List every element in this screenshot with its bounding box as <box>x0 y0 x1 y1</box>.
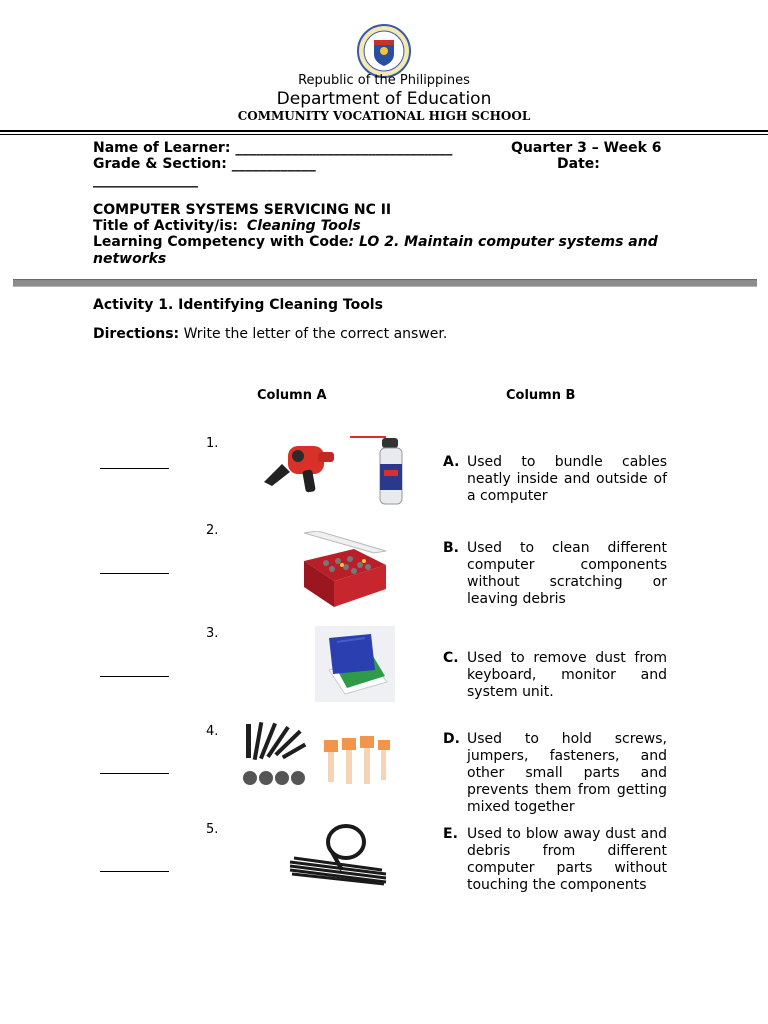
section-divider <box>13 279 757 287</box>
activity-title-line: Title of Activity/is: Cleaning Tools <box>93 218 361 234</box>
choice-letter-d: D. <box>443 731 460 747</box>
course-title: COMPUTER SYSTEMS SERVICING NC II <box>93 202 392 218</box>
choice-letter-b: B. <box>443 540 459 556</box>
choice-text-b: Used to clean different computer components without scratching or leaving debris <box>467 540 667 607</box>
competency-line: Learning Competency with Code: LO 2. Maintain computer systems and <box>93 234 658 250</box>
item-number-2: 2. <box>206 523 219 538</box>
grade-blank[interactable]: ____________ <box>231 156 316 172</box>
cable-ties-icon <box>286 822 390 888</box>
choice-letter-c: C. <box>443 650 459 666</box>
choice-letter-a: A. <box>443 454 460 470</box>
answer-blank-2[interactable] <box>100 573 169 574</box>
blower-and-compressed-air-icon <box>258 434 410 508</box>
lint-free-cloth-icon <box>315 626 395 702</box>
answer-blank-1[interactable] <box>100 468 169 469</box>
brushes-icon <box>242 718 402 794</box>
item-number-1: 1. <box>206 436 219 451</box>
answer-blank-5[interactable] <box>100 871 169 872</box>
choice-letter-e: E. <box>443 826 458 842</box>
choice-text-d: Used to hold screws, jumpers, fasteners, and other small parts and prevents them from getting mixed together <box>467 731 667 815</box>
competency-line-2: networks <box>93 251 167 267</box>
republic-line: Republic of the Philippines <box>298 73 470 88</box>
answer-blank-3[interactable] <box>100 676 169 677</box>
parts-organizer-icon <box>298 531 390 611</box>
department-title: Department of Education <box>276 89 492 109</box>
date-blank[interactable]: _______________ <box>93 172 198 188</box>
name-of-learner-label: Name of Learner: _______________________________ <box>93 140 453 156</box>
choice-text-a: Used to bundle cables neatly inside and outside of a computer <box>467 454 667 504</box>
quarter-week: Quarter 3 – Week 6 <box>511 140 662 156</box>
deped-seal-icon <box>357 24 411 78</box>
directions: Directions: Write the letter of the correct answer. <box>93 326 448 342</box>
column-b-header: Column B <box>506 388 576 403</box>
grade-section-label: Grade & Section: ____________ <box>93 156 316 172</box>
item-number-4: 4. <box>206 724 219 739</box>
header-divider <box>0 130 768 132</box>
activity-heading: Activity 1. Identifying Cleaning Tools <box>93 297 383 313</box>
name-blank[interactable]: _______________________________ <box>235 140 453 156</box>
answer-blank-4[interactable] <box>100 773 169 774</box>
date-label: Date: <box>557 156 600 172</box>
school-name: COMMUNITY VOCATIONAL HIGH SCHOOL <box>237 109 531 123</box>
choice-text-e: Used to blow away dust and debris from different computer parts without touching the components <box>467 826 667 893</box>
item-number-5: 5. <box>206 822 219 837</box>
column-a-header: Column A <box>257 388 327 403</box>
choice-text-c: Used to remove dust from keyboard, monitor and system unit. <box>467 650 667 700</box>
header-divider-thin <box>0 134 768 135</box>
item-number-3: 3. <box>206 626 219 641</box>
